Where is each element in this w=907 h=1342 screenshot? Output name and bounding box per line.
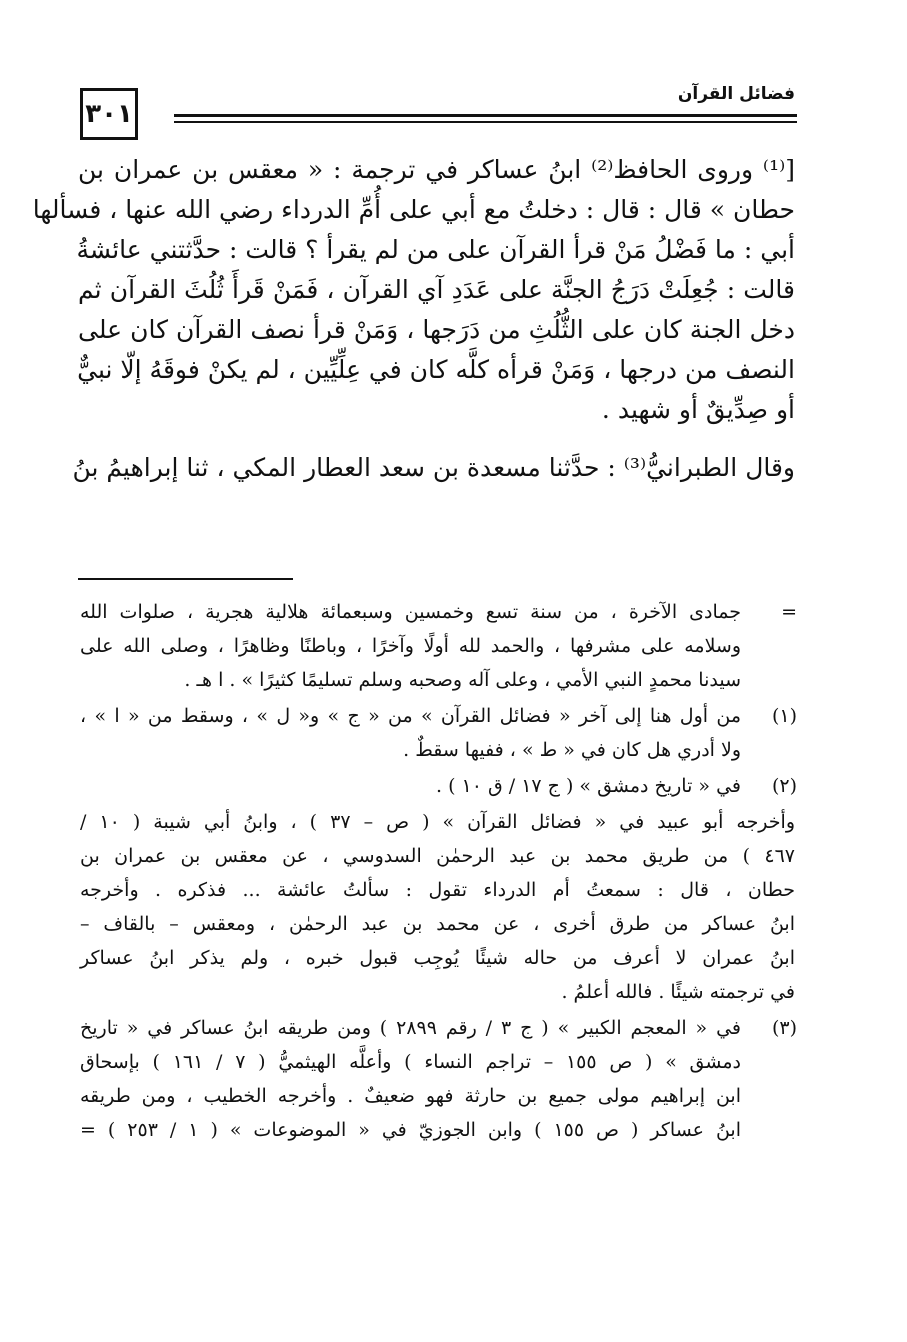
footnote-line: ابنُ عمران لا أعرف من حاله شيئًا يُوجِب قبول خبره ، ولم يذكر ابنُ عساكر	[80, 947, 795, 969]
footnote-3	[80, 1011, 795, 1147]
footnote-line: في « تاريخ دمشق » ( ج ١٧ / ق ١٠ ) .	[435, 775, 741, 797]
footnote-line: حطان ، قال : سمعتُ أم الدرداء تقول : سألتُ عائشة ... فذكره . وأخرجه	[80, 879, 795, 901]
footnote-marker: (٢)	[771, 775, 797, 797]
footnote-continuation	[80, 595, 795, 697]
footnote-2-body	[80, 805, 795, 1009]
text-line: دخل الجنة كان على الثُّلُثِ من دَرَجها ، وَمَنْ قرأ نصف القرآن كان على	[78, 315, 795, 344]
footnote-line: في ترجمته شيئًا . فالله أعلمُ .	[561, 981, 795, 1003]
footnote-line: وسلامه على مشرفها ، والحمد لله أولًا وآخرًا ، وباطنًا وظاهرًا ، وصلى الله على	[80, 635, 741, 657]
header-rule	[174, 114, 797, 117]
footnote-line: ولا أدري هل كان في « ط » ، ففيها سقطٌ .	[403, 739, 741, 761]
text-line: النصف من درجها ، وَمَنْ قرأه كلَّه كان في عِلِّيِّين ، لم يكنْ فوقَهُ إلّا نبيٌّ	[77, 355, 795, 384]
text-line: [⁽¹⁾ وروى الحافظ⁽²⁾ ابنُ عساكر في ترجمة : « معقس بن عمران بن	[78, 155, 795, 184]
footnote-separator	[78, 578, 293, 580]
footnote-line: وأخرجه أبو عبيد في « فضائل القرآن » ( ص – ٣٧ ) ، وابنُ أبي شيبة ( ١٠ /	[80, 811, 795, 833]
footnote-line: ابن إبراهيم مولى جميع بن حارثة فهو ضعيفٌ . وأخرجه الخطيب ، ومن طريقه	[80, 1085, 741, 1107]
text-line: أو صِدِّيقٌ أو شهيد .	[601, 395, 795, 424]
footnote-2	[80, 769, 795, 803]
text-line: أبي : ما فَضْلُ مَنْ قرأ القرآن على من لم يقرأ ؟ قالت : حدَّثتني عائشةُ	[76, 235, 795, 264]
main-text	[32, 150, 795, 488]
footnote-line: دمشق » ( ص ١٥٥ – تراجم النساء ) وأعلَّه الهيثميُّ ( ٧ / ١٦١ ) بإسحاق	[80, 1051, 741, 1073]
footnote-line: من أول هنا إلى آخر « فضائل القرآن » من « ج » و« ل » ، وسقط من « ا » ،	[80, 705, 741, 727]
footnote-marker: =	[781, 601, 797, 623]
text-line: قالت : جُعِلَتْ دَرَجُ الجنَّة على عَدَدِ آي القرآن ، فَمَنْ قَرأَ ثُلُثَ القرآن ثم	[78, 275, 795, 304]
footnote-marker: (٣)	[771, 1017, 797, 1039]
running-title: فضائل القرآن	[677, 84, 795, 104]
page-number: ٣٠١	[80, 88, 138, 140]
footnote-line: ٤٦٧ ) من طريق محمد بن عبد الرحمٰن السدوسي ، عن معقس بن عمران بن	[80, 845, 795, 867]
footnote-line: جمادى الآخرة ، من سنة تسع وخمسين وسبعمائة هلالية هجرية ، صلوات الله	[80, 601, 741, 623]
main-paragraph-1	[32, 150, 795, 430]
footnote-1	[80, 699, 795, 767]
footnote-marker: (١)	[771, 705, 797, 727]
footnote-line: ابنُ عساكر ( ص ١٥٥ ) وابن الجوزيّ في « الموضوعات » ( ١ / ٢٥٣ ) =	[80, 1119, 741, 1141]
text-line: حطان » قال : قال : دخلتُ مع أبي على أُمِّ الدرداء رضي الله عنها ، فسألها	[32, 195, 795, 224]
footnote-line: في « المعجم الكبير » ( ج ٣ / رقم ٢٨٩٩ ) ومن طريقه ابنُ عساكر في « تاريخ	[80, 1017, 741, 1039]
header-rule-thin	[174, 121, 797, 123]
main-paragraph-2	[72, 448, 795, 488]
footnote-line: ابنُ عساكر من طرق أخرى ، عن محمد بن عبد الرحمٰن ، ومعقس – بالقاف –	[80, 913, 795, 935]
text-line: وقال الطبرانيُّ⁽³⁾ : حدَّثنا مسعدة بن سعد العطار المكي ، ثنا إبراهيمُ بنُ	[72, 453, 795, 482]
footnote-line: سيدنا محمدٍ النبي الأمي ، وعلى آله وصحبه وسلم تسليمًا كثيرًا » . ا هـ .	[184, 669, 741, 691]
footnotes	[80, 595, 795, 1149]
